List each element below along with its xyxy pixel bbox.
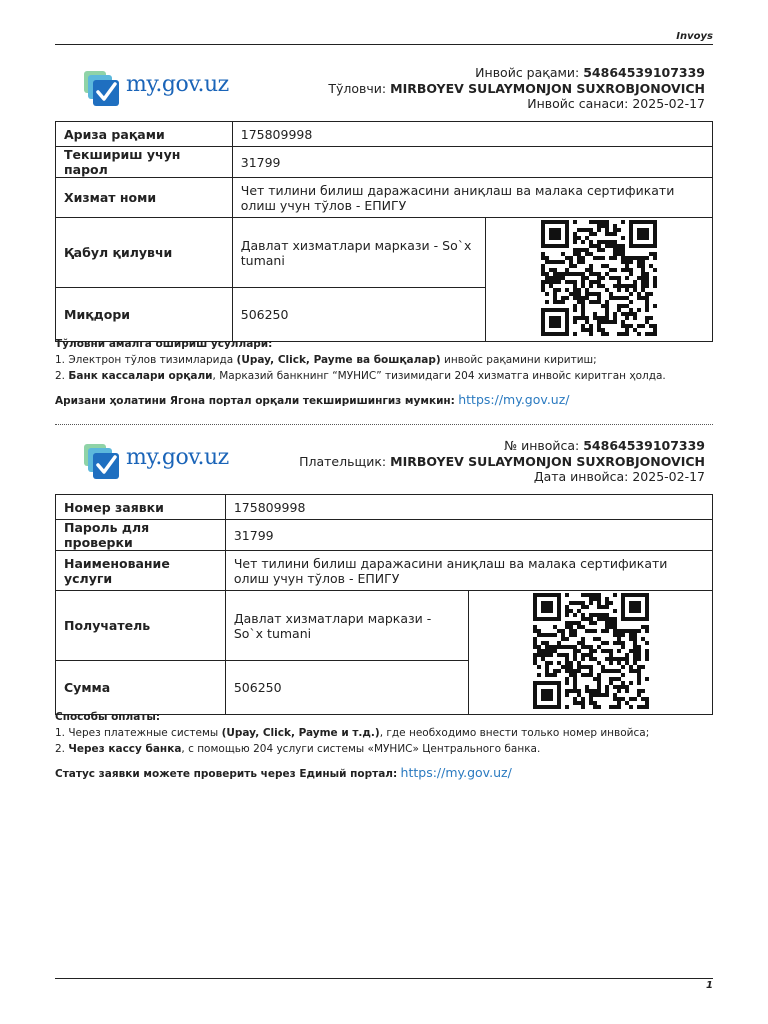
payment-methods-title: Способы оплаты:: [55, 711, 161, 723]
invoice-table-ru: [55, 494, 713, 715]
invoice-date: 2025-02-17: [632, 469, 705, 484]
portal-status-line: [55, 392, 715, 409]
payment-methods-uz: [55, 336, 715, 409]
invoice-date-label: Дата инвойса:: [533, 469, 629, 484]
application-number-label: Ариза рақами: [56, 122, 233, 147]
payment-method-1: 1. Через платежные системы (Upay, Click, Payme и т.д.), где необходимо внести только номер инвойса;: [55, 727, 650, 739]
recipient-label: Қабул қилувчи: [56, 218, 233, 288]
logo-text: my.gov.uz: [126, 445, 229, 470]
invoice-number: 54864539107339: [583, 438, 705, 453]
checkmark-logo-icon: [83, 441, 123, 481]
check-password-value: 31799: [225, 520, 712, 551]
application-number-value: 175809998: [225, 495, 712, 520]
portal-status-text: Аризани ҳолатини Ягона портал орқали текширишингиз мумкин:: [55, 395, 455, 407]
invoice-date-label: Инвойс санаси:: [527, 96, 629, 111]
amount-label: Миқдори: [56, 288, 233, 342]
service-name-label: Наименование услуги: [56, 551, 226, 591]
page-number: 1: [706, 980, 713, 991]
invoice-info-ru: [299, 438, 705, 485]
portal-status-text: Статус заявки можете проверить через Единый портал:: [55, 768, 398, 780]
check-password-label: Текшириш учун парол: [56, 147, 233, 178]
portal-link[interactable]: https://my.gov.uz/: [400, 765, 512, 780]
checkmark-logo-icon: [83, 68, 123, 108]
footer-rule: [55, 978, 713, 979]
qr-code-cell: [486, 218, 713, 342]
portal-status-line: [55, 765, 715, 782]
payer-name: MIRBOYEV SULAYMONJON SUXROBJONOVICH: [390, 80, 705, 96]
logo-text: my.gov.uz: [126, 72, 229, 97]
section-divider: [55, 424, 713, 425]
payment-method-2: 2. Банк кассалари орқали, Марказий банкнинг “МУНИС” тизимидаги 204 хизматга инвойс киритган ҳолда.: [55, 370, 666, 382]
document-header-label: Invoys: [676, 31, 713, 42]
check-password-value: 31799: [232, 147, 712, 178]
invoice-number-label: Инвойс рақами:: [475, 65, 580, 80]
invoice-info-uz: [328, 65, 705, 112]
qr-code-icon: [529, 593, 653, 709]
payer-label: Тўловчи:: [328, 80, 387, 96]
payment-method-2: 2. Через кассу банка, с помощью 204 услуги системы «МУНИС» Центрального банка.: [55, 743, 541, 755]
mygov-logo: [83, 441, 233, 481]
invoice-number-label: № инвойса:: [504, 438, 580, 453]
payment-method-1: 1. Электрон тўлов тизимларида (Upay, Click, Payme ва бошқалар) инвойс рақамини киритиш;: [55, 354, 597, 366]
payment-methods-ru: [55, 709, 715, 782]
amount-value: 506250: [225, 661, 469, 715]
service-name-value: Чет тилини билиш даражасини аниқлаш ва малака сертификати олиш учун тўлов - ЕПИГУ: [225, 551, 712, 591]
payer-label: Плательщик:: [299, 453, 387, 469]
application-number-value: 175809998: [232, 122, 712, 147]
portal-link[interactable]: https://my.gov.uz/: [458, 392, 570, 407]
recipient-label: Получатель: [56, 591, 226, 661]
qr-code-cell: [469, 591, 713, 715]
payment-methods-title: Тўловни амалга ошириш усуллари:: [55, 338, 273, 350]
recipient-value: Давлат хизматлари маркази - So`x tumani: [225, 591, 469, 661]
payer-name: MIRBOYEV SULAYMONJON SUXROBJONOVICH: [390, 453, 705, 469]
header-rule: [55, 44, 713, 45]
amount-label: Сумма: [56, 661, 226, 715]
check-password-label: Пароль для проверки: [56, 520, 226, 551]
amount-value: 506250: [232, 288, 486, 342]
service-name-value: Чет тилини билиш даражасини аниқлаш ва малака сертификати олиш учун тўлов - ЕПИГУ: [232, 178, 712, 218]
recipient-value: Давлат хизматлари маркази - So`x tumani: [232, 218, 486, 288]
qr-code-icon: [537, 220, 661, 336]
service-name-label: Хизмат номи: [56, 178, 233, 218]
mygov-logo: [83, 68, 233, 108]
invoice-date: 2025-02-17: [632, 96, 705, 111]
application-number-label: Номер заявки: [56, 495, 226, 520]
invoice-number: 54864539107339: [583, 65, 705, 80]
invoice-table-uz: [55, 121, 713, 342]
